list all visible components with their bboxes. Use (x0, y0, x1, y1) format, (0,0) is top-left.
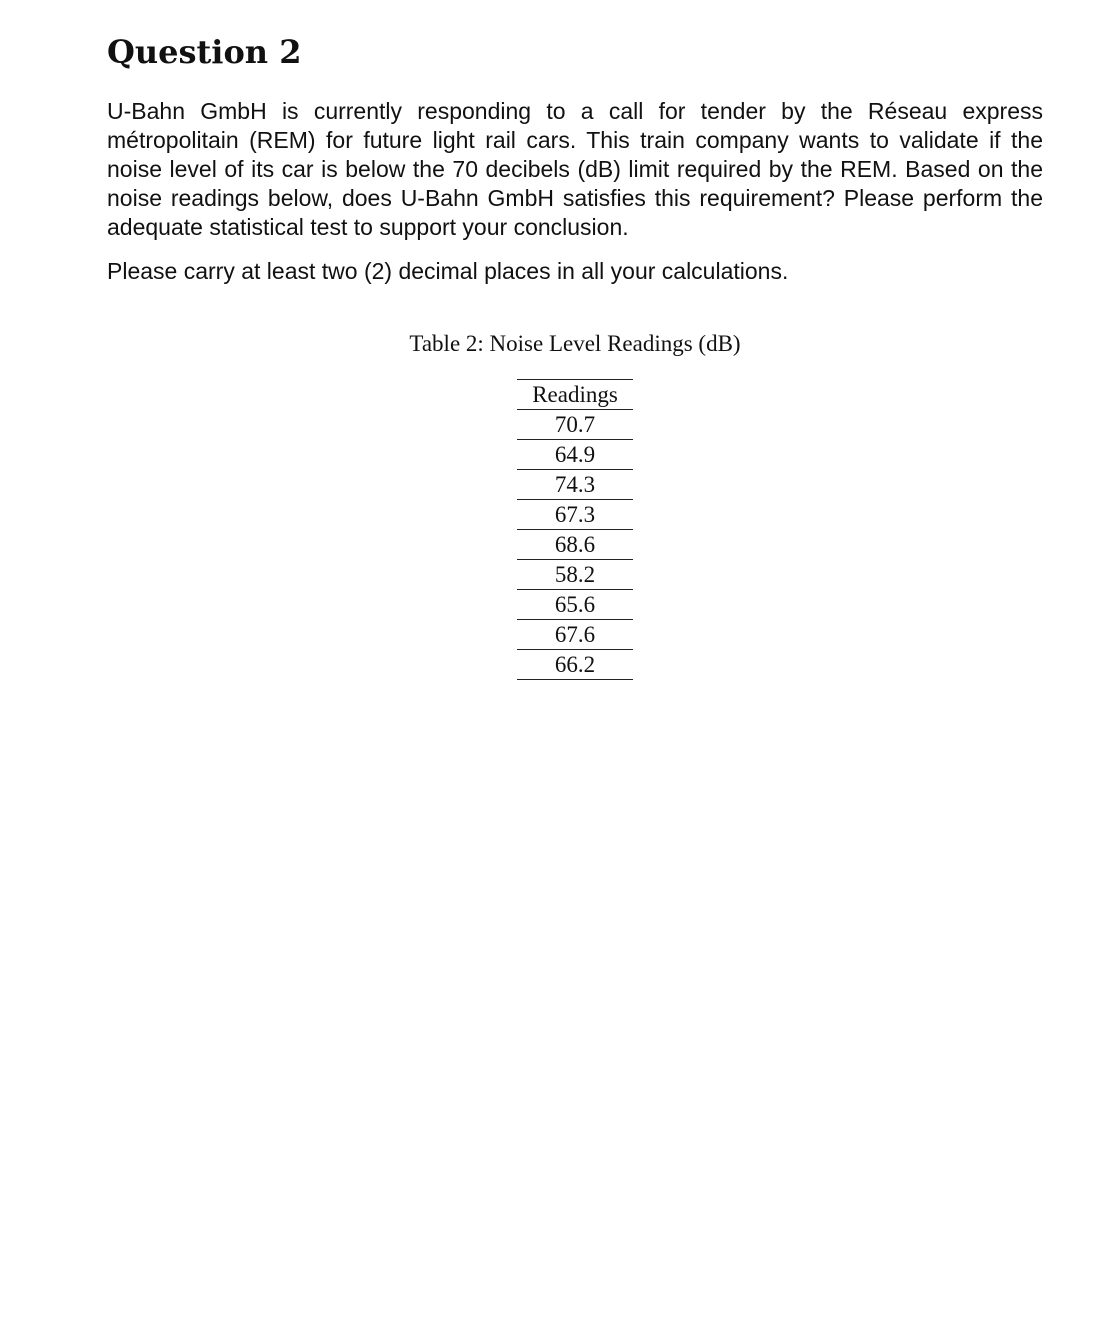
table-row (517, 470, 633, 500)
reading-cell: 66.2 (554, 652, 596, 677)
instruction-paragraph: Please carry at least two (2) decimal places in all your calculations. (107, 258, 789, 284)
table-header-row (517, 380, 633, 410)
column-header-readings: Readings (532, 382, 618, 407)
reading-cell: 65.6 (554, 592, 596, 617)
table-row (517, 650, 633, 680)
table-row (517, 530, 633, 560)
reading-cell: 70.7 (554, 412, 596, 437)
reading-cell: 67.3 (554, 502, 596, 527)
question-body-paragraph: U-Bahn GmbH is currently responding to a call for tender by the Réseau express métropolitain (REM) for future light rail cars. This train company wants to validate if the noise level of its car is below the 70 decibels (dB) limit required by the REM. Based on the noise readings below, does U-Bahn GmbH satisfies this requirement? Please perform the adequate statistical test to support your conclusion. (107, 98, 1043, 240)
table-row (517, 410, 633, 440)
reading-cell: 67.6 (554, 622, 596, 647)
table-row (517, 620, 633, 650)
table-caption: Table 2: Noise Level Readings (dB) (409, 331, 741, 356)
readings-table (517, 379, 633, 680)
reading-cell: 74.3 (554, 472, 596, 497)
reading-cell: 68.6 (554, 532, 596, 557)
reading-cell: 64.9 (554, 442, 596, 467)
reading-cell: 58.2 (554, 562, 596, 587)
table-row (517, 440, 633, 470)
table-row (517, 560, 633, 590)
table-row (517, 500, 633, 530)
table-row (517, 590, 633, 620)
question-title: Question 2 (107, 33, 302, 71)
